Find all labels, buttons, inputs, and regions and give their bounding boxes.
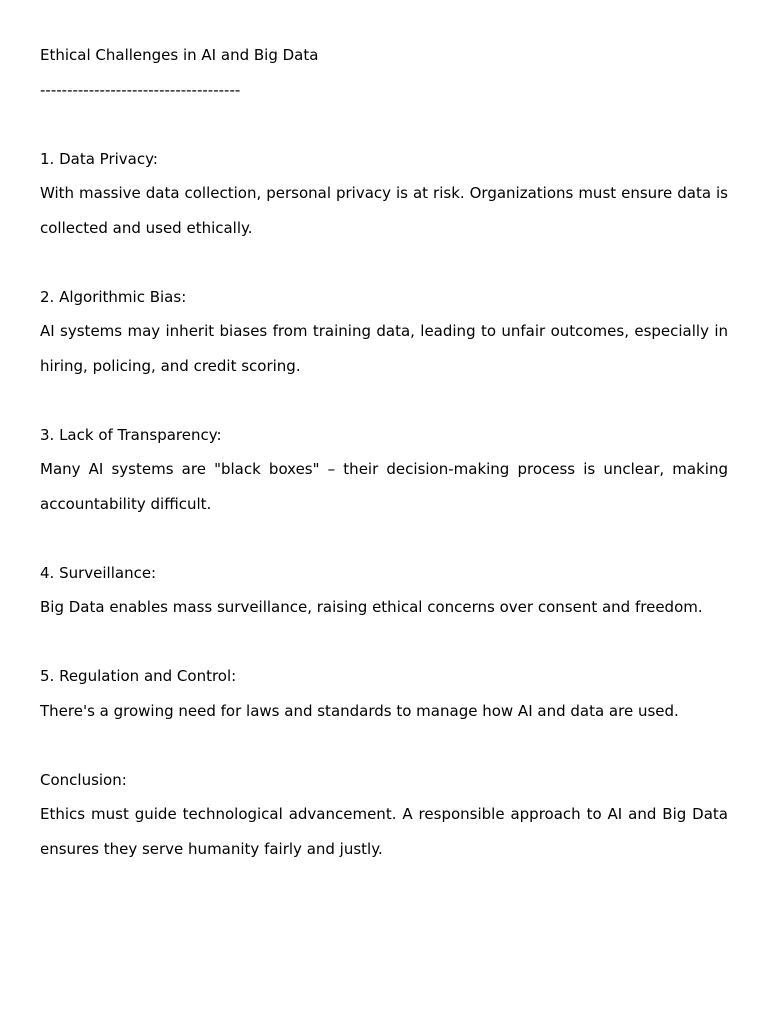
- section-body: Big Data enables mass surveillance, raising ethical concerns over consent and freedom.: [40, 598, 703, 616]
- section-body: Many AI systems are "black boxes" – their decision-making process is unclear, making accountability difficult.: [40, 460, 728, 513]
- spacer: [40, 107, 728, 142]
- spacer: [40, 728, 728, 763]
- section-heading: 1. Data Privacy:: [40, 149, 158, 168]
- section-heading: 3. Lack of Transparency:: [40, 425, 222, 444]
- section-body: With massive data collection, personal privacy is at risk. Organizations must ensure data is collected and used ethically.: [40, 184, 728, 237]
- spacer: [40, 625, 728, 660]
- section-data-privacy: [40, 142, 728, 246]
- spacer: [40, 245, 728, 280]
- section-body: There's a growing need for laws and standards to manage how AI and data are used.: [40, 701, 679, 720]
- section-regulation-and-control: [40, 659, 728, 728]
- section-heading: 4. Surveillance:: [40, 563, 157, 582]
- section-body: AI systems may inherit biases from training data, leading to unfair outcomes, especially in hiring, policing, and credit scoring.: [40, 322, 728, 375]
- section-conclusion: [40, 763, 728, 867]
- spacer: [40, 383, 728, 418]
- title-divider: -------------------------------------: [40, 80, 241, 99]
- section-surveillance: [40, 556, 728, 625]
- section-algorithmic-bias: [40, 280, 728, 384]
- section-heading: 5. Regulation and Control:: [40, 667, 237, 685]
- document-title: Ethical Challenges in AI and Big Data: [40, 46, 319, 64]
- spacer: [40, 521, 728, 556]
- section-body: Ethics must guide technological advancement. A responsible approach to AI and Big Data ensures they serve humanity fairly and justly.: [40, 805, 728, 858]
- section-lack-of-transparency: [40, 418, 728, 522]
- section-heading: Conclusion:: [40, 770, 127, 789]
- section-heading: 2. Algorithmic Bias:: [40, 287, 187, 306]
